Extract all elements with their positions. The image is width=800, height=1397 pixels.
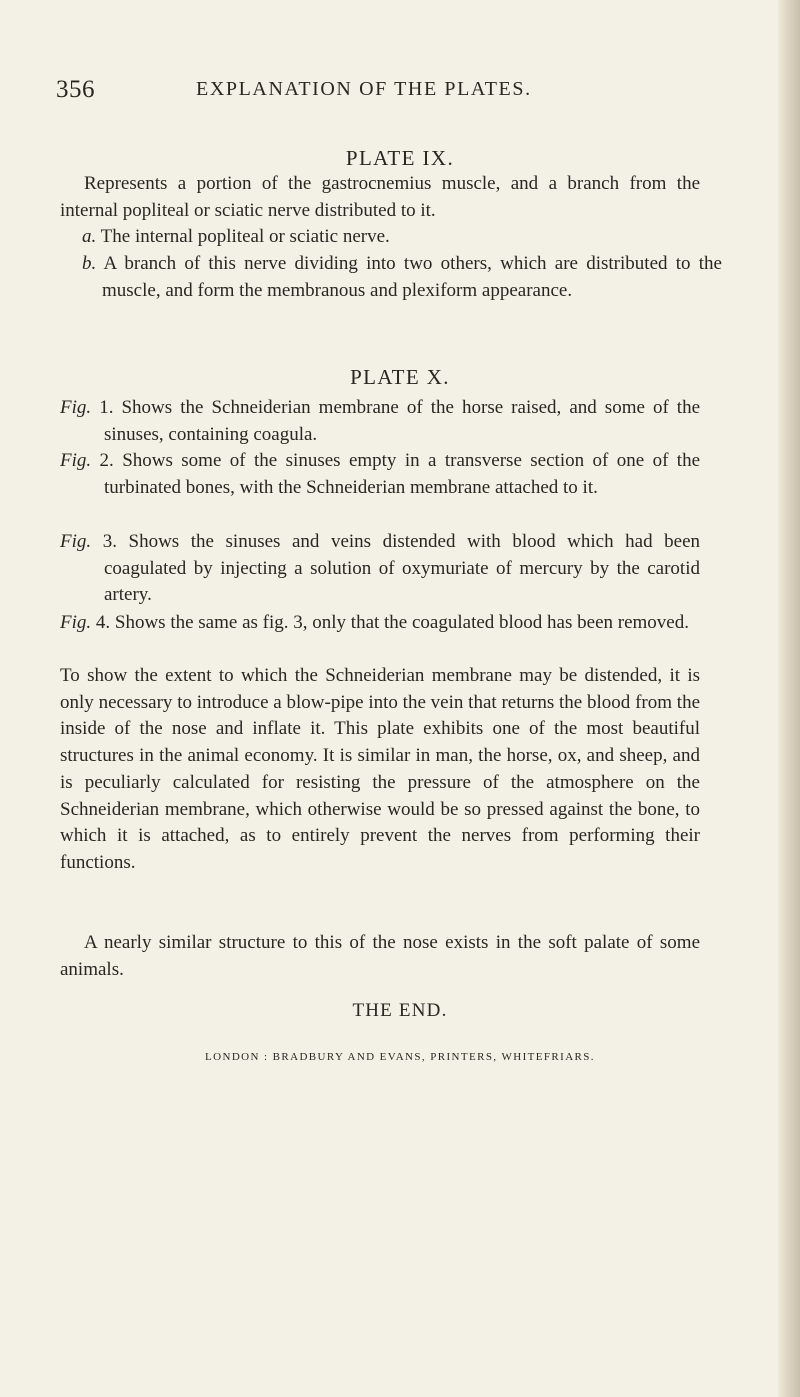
printer-imprint: LONDON : BRADBURY AND EVANS, PRINTERS, WHITEFRIARS. <box>205 1051 595 1063</box>
plate-ix-item-a <box>82 224 702 251</box>
fig-text: Shows the Schneiderian membrane of the horse raised, and some of the sinuses, containing coagula. <box>104 397 701 445</box>
the-end: THE END. <box>352 1000 448 1021</box>
fig-text: Shows the same as fig. 3, only that the coagulated blood has been removed. <box>114 612 689 633</box>
plate-x-fig-4 <box>60 610 700 637</box>
plate-x-closing-note: A nearly similar structure to this of the nose exists in the soft palate of some animals. <box>60 932 700 980</box>
fig-label: Fig. <box>60 450 92 471</box>
item-key: b. <box>82 253 97 274</box>
fig-label: Fig. <box>60 612 92 633</box>
fig-label: Fig. <box>60 531 92 552</box>
plate-x-discussion: To show the extent to which the Schneiderian membrane may be distended, it is only necessary to introduce a blow-pipe into the vein that returns the blood from the inside of the nose and inflate it. This plate exhibits one of the most beautiful structures in the animal economy. It is similar in man, the horse, ox, and sheep, and is peculiarly calculated for resisting the pressure of the atmosphere on the Schneiderian membrane, which otherwise would be so pressed against the bone, to which it is attached, as to entirely prevent the nerves from performing their functions. <box>60 665 700 873</box>
item-text: A branch of this nerve dividing into two others, which are distributed to the muscle, and form the membranous and plexiform appearance. <box>102 253 722 301</box>
fig-text: Shows some of the sinuses empty in a transverse section of one of the turbinated bones, with the Schneiderian membrane attached to it. <box>104 450 701 498</box>
plate-x-fig-2 <box>60 448 700 501</box>
plate-ix-item-b <box>82 251 722 304</box>
fig-label: Fig. <box>60 397 92 418</box>
plate-x-fig-1 <box>60 395 700 448</box>
fig-number: 4. <box>95 612 111 633</box>
page-number: 356 <box>56 76 95 103</box>
fig-number: 3. <box>102 531 117 552</box>
plate-ix-intro: Represents a portion of the gastrocnemius muscle, and a branch from the internal popliteal or sciatic nerve distributed to it. <box>60 173 700 221</box>
item-text: The internal popliteal or sciatic nerve. <box>100 226 390 247</box>
fig-text: Shows the sinuses and veins distended with blood which had been coagulated by injecting a solution of oxymuriate of mercury by the carotid artery. <box>104 531 701 606</box>
fig-number: 1. <box>99 397 114 418</box>
item-key: a. <box>82 226 97 247</box>
page-edge-shadow <box>778 0 800 1397</box>
plate-x-heading: PLATE X. <box>350 365 450 389</box>
plate-x-fig-3 <box>60 529 700 609</box>
fig-number: 2. <box>99 450 114 471</box>
plate-ix-heading: PLATE IX. <box>345 146 455 170</box>
page-header <box>56 76 696 106</box>
running-title: EXPLANATION OF THE PLATES. <box>196 78 532 100</box>
